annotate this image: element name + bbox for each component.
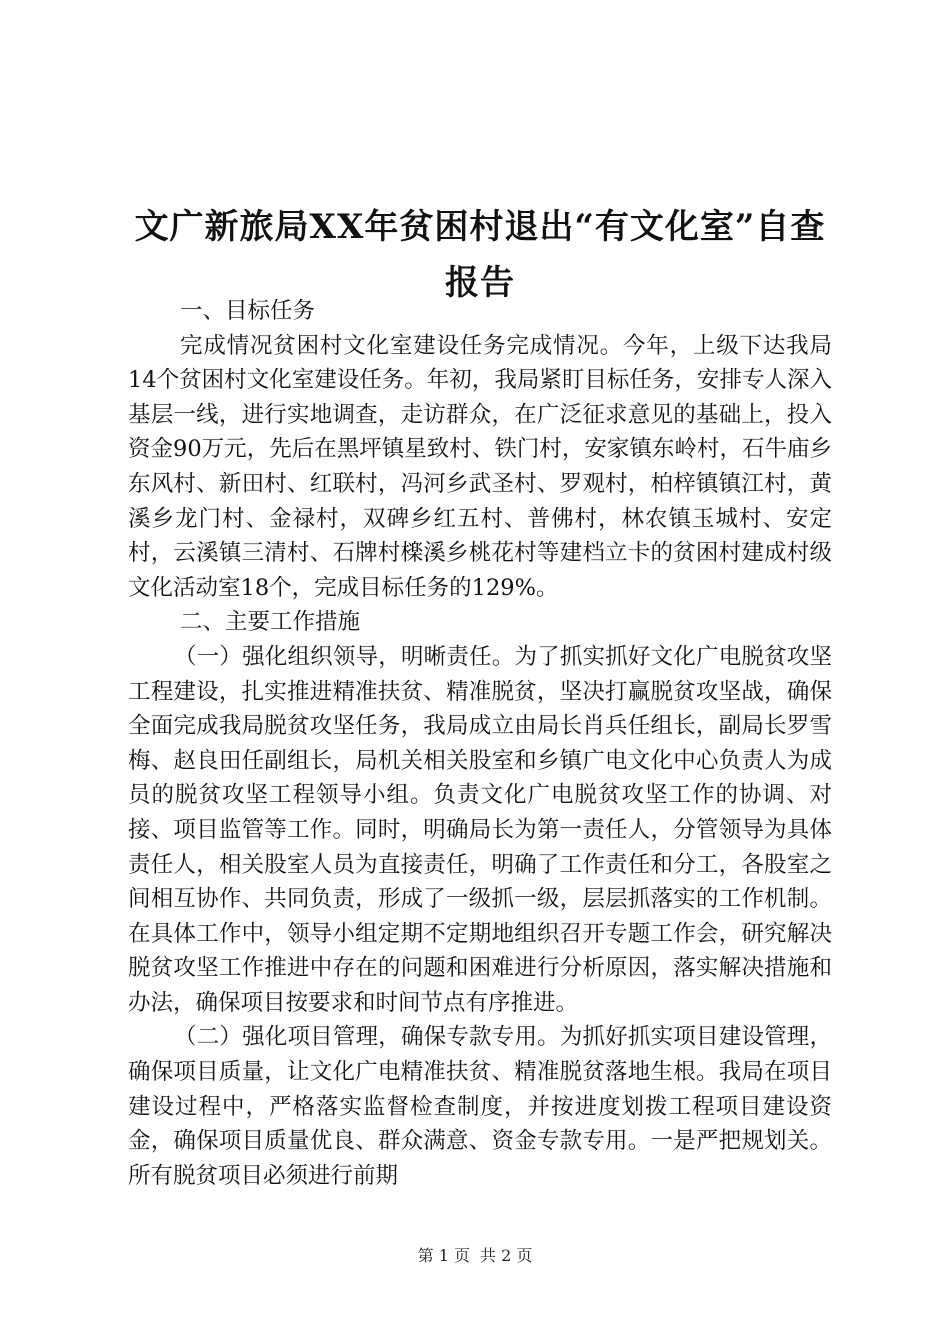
document-body: [128, 294, 832, 1193]
page-total: 共 2 页: [480, 1246, 533, 1265]
paragraph-organization: （一）强化组织领导，明晰责任。为了抓实抓好文化广电脱贫攻坚工程建设，扎实推进精准扶贫、精准脱贫，坚决打赢脱贫攻坚战，确保全面完成我局脱贫攻坚任务，我局成立由局长肖兵任组长，副局长罗雪梅、赵良田任副组长，局机关相关股室和乡镇广电文化中心负责人为成员的脱贫攻坚工程领导小组。负责文化广电脱贫攻坚工作的协调、对接、项目监管等工作。同时，明确局长为第一责任人，分管领导为具体责任人，相关股室人员为直接责任，明确了工作责任和分工，各股室之间相互协作、共同负责，形成了一级抓一级，层层抓落实的工作机制。在具体工作中，领导小组定期不定期地组织召开专题工作会，研究解决脱贫攻坚工作推进中存在的问题和困难进行分析原因，落实解决措施和办法，确保项目按要求和时间节点有序推进。: [128, 643, 832, 1016]
page-number: 第 1 页: [417, 1246, 470, 1265]
document-title: 文广新旅局XX年贫困村退出“有文化室”自查报告: [134, 206, 826, 303]
paragraph-completion: 完成情况贫困村文化室建设任务完成情况。今年，上级下达我局14个贫困村文化室建设任务。年初，我局紧盯目标任务，安排专人深入基层一线，进行实地调查，走访群众，在广泛征求意见的基础上，投入资金90万元，先后在黑坪镇星致村、铁门村，安家镇东岭村，石牛庙乡东风村、新田村、红联村，冯河乡武圣村、罗观村，柏梓镇镇江村，黄溪乡龙门村、金禄村，双碑乡红五村、普佛村，林农镇玉城村、安定村，云溪镇三清村、石牌村檪溪乡桃花村等建档立卡的贫困村建成村级文化活动室18个，完成目标任务的129%。: [128, 332, 832, 601]
section-heading-measures: 二、主要工作措施: [180, 609, 361, 636]
paragraph-project-management: （二）强化项目管理，确保专款专用。为抓好抓实项目建设管理，确保项目质量，让文化广电精准扶贫、精准脱贫落地生根。我局在项目建设过程中，严格落实监督检查制度，并按进度划拨工程项目建设资金，确保项目质量优良、群众满意、资金专款专用。一是严把规划关。所有脱贫项目必须进行前期: [128, 1024, 832, 1189]
section-heading-targets: 一、目标任务: [180, 298, 316, 324]
page-footer: [0, 1245, 950, 1267]
